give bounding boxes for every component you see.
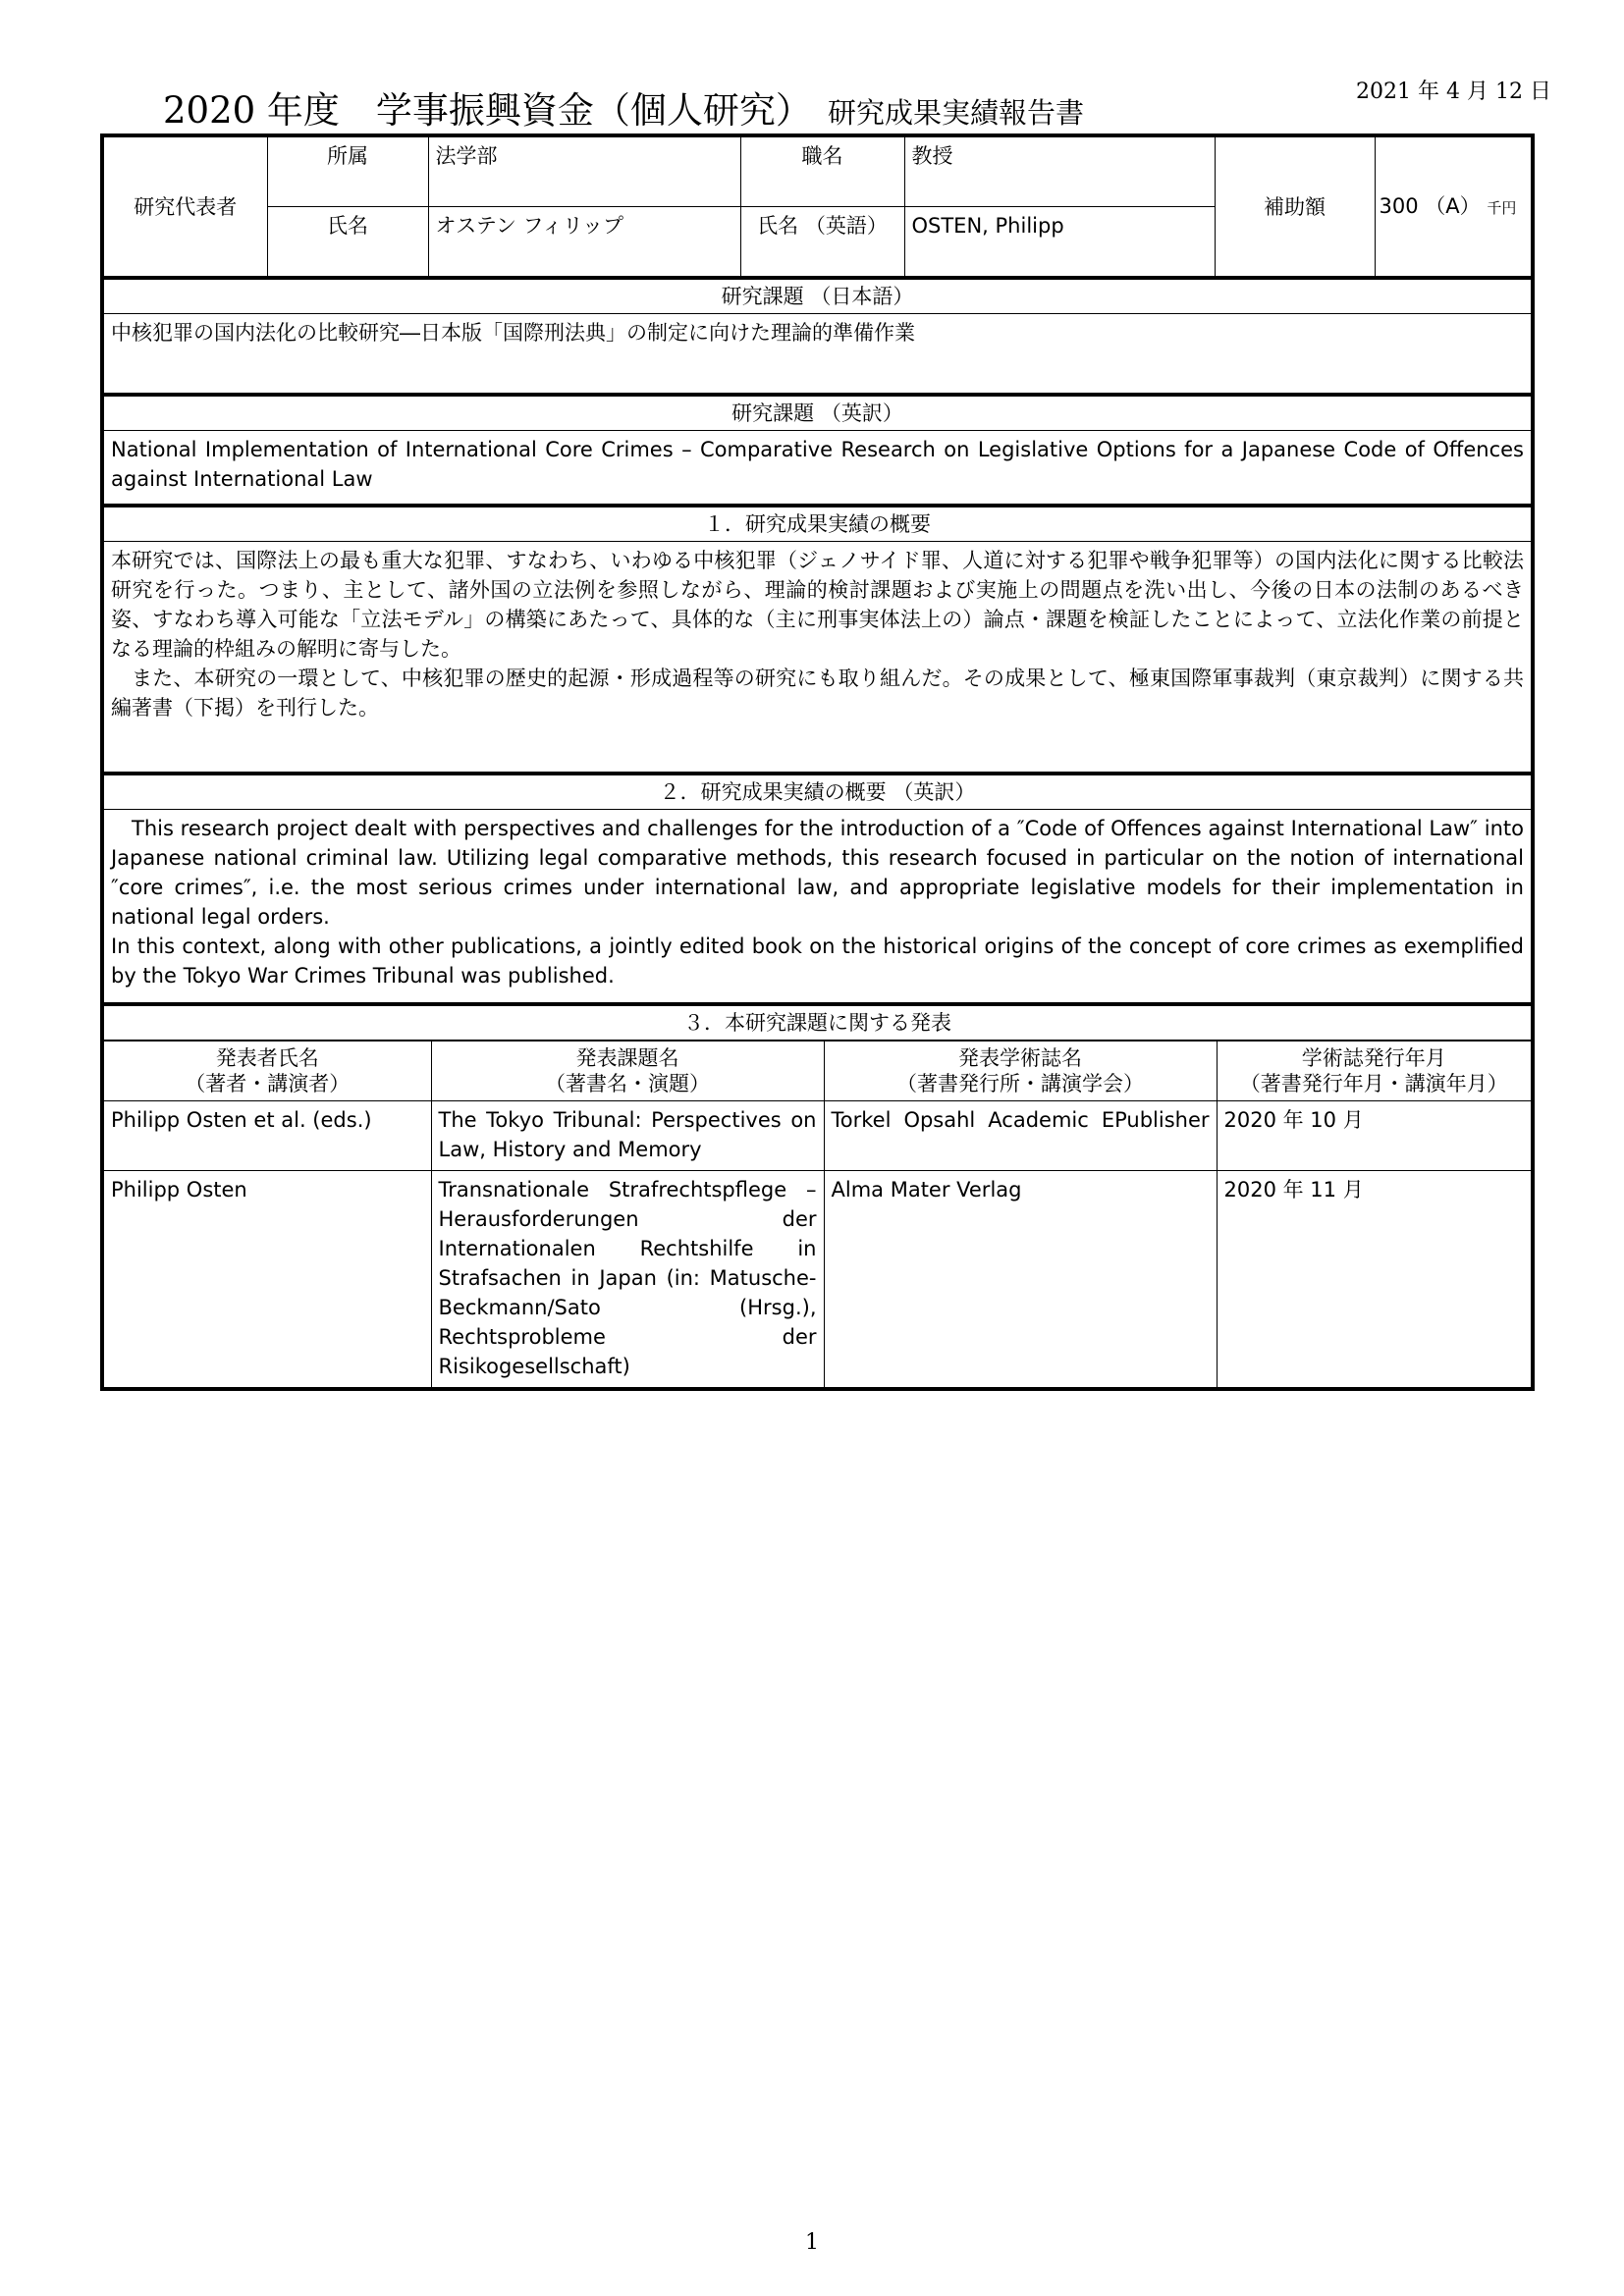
affiliation-value: 法学部 (428, 137, 740, 207)
table-row (104, 1101, 1531, 1171)
pub-author: Philipp Osten (104, 1171, 431, 1388)
header-table (104, 137, 1531, 277)
topic-en-section (104, 394, 1531, 505)
col-author-line1: 発表者氏名 (215, 1046, 319, 1070)
topic-ja-text: 中核犯罪の国内法化の比較研究―日本版「国際刑法典」の制定に向けた理論的準備作業 (104, 314, 1531, 394)
summary-en-paragraph-2: In this context, along with other publications, a jointly edited book on the historical origins of the concept of core crimes as exemplified by the Tokyo War Crimes Tribunal was published. (111, 934, 1524, 988)
publications-table (104, 1041, 1531, 1387)
report-form (100, 133, 1535, 1391)
page-number: 1 (805, 2230, 819, 2255)
pub-date: 2020 年 10 月 (1217, 1101, 1531, 1171)
summary-ja-section (104, 505, 1531, 773)
topic-ja-heading: 研究課題 （日本語） (104, 279, 1531, 314)
summary-ja-heading: １．研究成果実績の概要 (104, 507, 1531, 542)
summary-ja-body (104, 542, 1531, 773)
col-publisher-header (824, 1041, 1217, 1101)
col-date-line2: （著書発行年月・講演年月） (1239, 1072, 1508, 1095)
publications-header-row (104, 1041, 1531, 1101)
grant-cell (1375, 137, 1531, 277)
name-en-value: OSTEN, Philipp (904, 207, 1215, 277)
topic-en-heading: 研究課題 （英訳） (104, 396, 1531, 431)
publications-heading-table (104, 1003, 1531, 1041)
col-publisher-line1: 発表学術誌名 (958, 1046, 1082, 1070)
affiliation-label: 所属 (267, 137, 428, 207)
col-title-line1: 発表課題名 (575, 1046, 679, 1070)
col-date-line1: 学術誌発行年月 (1301, 1046, 1446, 1070)
topic-en-text: National Implementation of International Core Crimes – Comparative Research on Legislative Options for a Japanese Code of Offences against International Law (104, 431, 1531, 505)
title-main: 2020 年度 学事振興資金（個人研究） (163, 89, 812, 132)
page-title (163, 80, 1084, 133)
summary-ja-paragraph-1: 本研究では、国際法上の最も重大な犯罪、すなわち、いわゆる中核犯罪（ジェノサイド罪、人道に対する犯罪や戦争犯罪等）の国内法化に関する比較法研究を行った。つまり、主として、諸外国の立法例を参照しながら、理論的検討課題および実施上の問題点を洗い出し、今後の日本の法制のあるべき姿、すなわち導入可能な「立法モデル」の構築にあたって、具体的な（主に刑事実体法上の）論点・課題を検証したことによって、立法化作業の前提となる理論的枠組みの解明に寄与した。 (111, 549, 1524, 661)
summary-en-body (104, 810, 1531, 1003)
col-author-header (104, 1041, 431, 1101)
representative-label: 研究代表者 (104, 137, 267, 277)
name-en-label: 氏名 （英語） (740, 207, 904, 277)
col-publisher-line2: （著書発行所・講演学会） (896, 1072, 1144, 1095)
col-title-header (431, 1041, 824, 1101)
col-date-header (1217, 1041, 1531, 1101)
name-label: 氏名 (267, 207, 428, 277)
name-value: オステン フィリップ (428, 207, 740, 277)
position-label: 職名 (740, 137, 904, 207)
summary-ja-paragraph-2: また、本研究の一環として、中核犯罪の歴史的起源・形成過程等の研究にも取り組んだ。その成果として、極東国際軍事裁判（東京裁判）に関する共編著書（下掲）を刊行した。 (111, 667, 1524, 720)
pub-title: Transnationale Strafrechtspflege – Herausforderungen der Internationalen Rechtshilfe in Strafsachen in Japan (in: Matusche-Beckmann/Sato (Hrsg.), Rechtsprobleme der Risikogesellschaft) (431, 1171, 824, 1388)
pub-publisher: Alma Mater Verlag (824, 1171, 1217, 1388)
pub-publisher: Torkel Opsahl Academic EPublisher (824, 1101, 1217, 1171)
grant-value: 300 （A） (1379, 193, 1481, 218)
report-date: 2021 年 4 月 12 日 (1356, 80, 1551, 104)
grant-label: 補助額 (1215, 137, 1375, 277)
pub-author: Philipp Osten et al. (eds.) (104, 1101, 431, 1171)
publications-heading: ３．本研究課題に関する発表 (104, 1005, 1531, 1041)
pub-date: 2020 年 11 月 (1217, 1171, 1531, 1388)
pub-title: The Tokyo Tribunal: Perspectives on Law, History and Memory (431, 1101, 824, 1171)
topic-ja-section (104, 277, 1531, 394)
summary-en-paragraph-1: This research project dealt with perspectives and challenges for the introduction of a ″Code of Offences against International Law″ into Japanese national criminal law. Utilizing legal comparative methods, this research focused in particular on the notion of international ″core crimes″, i.e. the most serious crimes under international law, and appropriate legislative models for their implementation in national legal orders. (111, 817, 1524, 929)
grant-unit: 千円 (1487, 198, 1517, 217)
position-value: 教授 (904, 137, 1215, 207)
col-title-line2: （著書名・演題） (545, 1072, 710, 1095)
title-sub: 研究成果実績報告書 (827, 96, 1084, 130)
table-row (104, 1171, 1531, 1388)
col-author-line2: （著者・講演者） (185, 1072, 351, 1095)
summary-en-section (104, 773, 1531, 1003)
summary-en-heading: ２．研究成果実績の概要 （英訳） (104, 774, 1531, 810)
